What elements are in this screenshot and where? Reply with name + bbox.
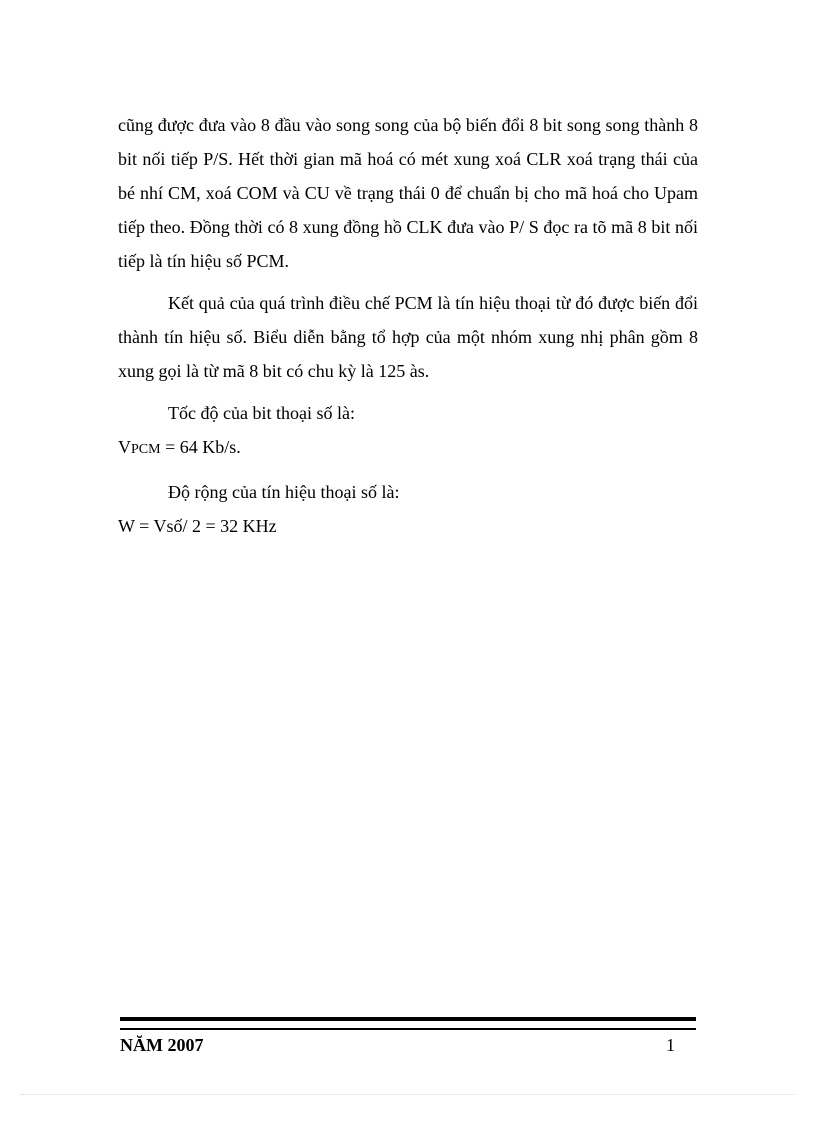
paragraph-3: Tốc độ của bit thoại số là: (168, 403, 355, 423)
footer-year: NĂM 2007 (120, 1035, 204, 1055)
paragraph-4: Độ rộng của tín hiệu thoại số là: (168, 482, 400, 502)
footer-rule-thick (120, 1017, 696, 1021)
footer-rule-thin (120, 1028, 696, 1030)
equation-vpcm-prefix: V (118, 437, 131, 457)
equation-vpcm-rest: = 64 Kb/s. (160, 437, 241, 457)
paragraph-2: Kết quả của quá trình điều chế PCM là tín hiệu thoại từ đó được biến đổi thành tín hiệu số. Biểu diễn bằng tổ hợp của một nhóm xung nhị phân gồm 8 xung gọi là từ mã 8 bit có chu kỳ là 125 às. (118, 293, 698, 381)
page-number: 1 (666, 1035, 675, 1055)
equation-vpcm (118, 430, 698, 467)
equation-bandwidth: W = Vsố/ 2 = 32 KHz (118, 516, 277, 536)
page-bottom-border (20, 1094, 796, 1095)
paragraph-1: cũng được đưa vào 8 đầu vào song song của bộ biến đổi 8 bit song song thành 8 bit nối tiếp P/S. Hết thời gian mã hoá có mét xung xoá CLR xoá trạng thái của bé nhí CM, xoá COM và CU về trạng thái 0 để chuẩn bị cho mã hoá cho Upam tiếp theo. Đồng thời có 8 xung đồng hồ CLK đưa vào P/ S đọc ra tõ mã 8 bit nối tiếp là tín hiệu số PCM. (118, 115, 698, 271)
page-body (118, 108, 698, 543)
equation-vpcm-subscript: PCM (131, 442, 161, 457)
